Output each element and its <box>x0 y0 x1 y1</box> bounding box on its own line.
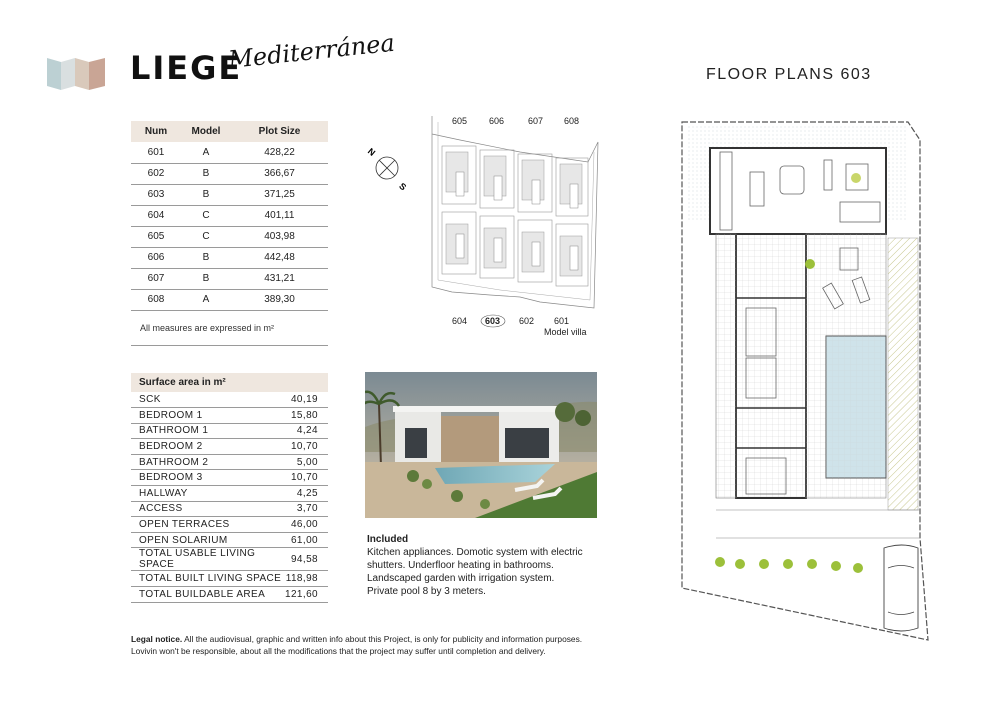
plot-num: 607 <box>131 268 181 289</box>
surface-label: HALLWAY <box>131 486 285 502</box>
included-title: Included <box>367 534 409 545</box>
plot-model: B <box>181 268 231 289</box>
included-line: Kitchen appliances. Domotic system with electric <box>367 547 583 558</box>
page-title: FLOOR PLANS 603 <box>706 66 872 83</box>
col-model: Model <box>181 121 231 142</box>
plot-model: C <box>181 226 231 247</box>
plot-num: 608 <box>131 289 181 310</box>
surface-label: TOTAL BUILT LIVING SPACE <box>131 571 285 587</box>
col-plot-size: Plot Size <box>231 121 328 142</box>
surface-value: 46,00 <box>285 517 328 533</box>
plot-label-601: 601 <box>554 316 570 326</box>
table-row <box>131 587 328 603</box>
included-line: Private pool 8 by 3 meters. <box>367 586 486 597</box>
table-row <box>131 439 328 455</box>
surface-label: TOTAL USABLE LIVING SPACE <box>131 548 285 571</box>
table-row <box>131 454 328 470</box>
plot-model: B <box>181 247 231 268</box>
plot-num: 601 <box>131 142 181 163</box>
plot-size: 403,98 <box>231 226 328 247</box>
compass-icon <box>366 146 408 192</box>
plot-label-605: 605 <box>452 116 468 126</box>
plot-size: 428,22 <box>231 142 328 163</box>
plot-size: 366,67 <box>231 163 328 184</box>
table-row <box>131 392 328 408</box>
table-row <box>131 142 328 163</box>
surface-label: SCK <box>131 392 285 408</box>
surface-table <box>131 373 328 603</box>
table-row <box>131 571 328 587</box>
legal-line-1: All the audiovisual, graphic and written info about this Project, is only for publicity and information purposes. <box>182 634 583 644</box>
surface-label: TOTAL BUILDABLE AREA <box>131 587 285 603</box>
compass-s: S <box>397 180 409 193</box>
surface-label: OPEN TERRACES <box>131 517 285 533</box>
plot-num: 605 <box>131 226 181 247</box>
brand-logo-icon <box>47 54 105 90</box>
plot-size: 401,11 <box>231 205 328 226</box>
included-section <box>367 533 607 598</box>
surface-value: 10,70 <box>285 439 328 455</box>
compass-n: N <box>365 146 378 158</box>
surface-value: 5,00 <box>285 454 328 470</box>
brand-name: LIEGE <box>130 49 243 87</box>
plot-size: 371,25 <box>231 184 328 205</box>
surface-value: 121,60 <box>285 587 328 603</box>
plot-model: A <box>181 289 231 310</box>
surface-value: 94,58 <box>285 548 328 571</box>
surface-label: BATHROOM 2 <box>131 454 285 470</box>
surface-label: BATHROOM 1 <box>131 423 285 439</box>
plot-label-607: 607 <box>528 116 544 126</box>
surface-value: 15,80 <box>285 408 328 424</box>
plot-model: A <box>181 142 231 163</box>
table-row <box>131 205 328 226</box>
table-row <box>131 268 328 289</box>
table-row <box>131 532 328 548</box>
table-row <box>131 501 328 517</box>
table-row <box>131 247 328 268</box>
plot-model: B <box>181 184 231 205</box>
col-num: Num <box>131 121 181 142</box>
plot-model: B <box>181 163 231 184</box>
surface-label: BEDROOM 2 <box>131 439 285 455</box>
plot-size: 389,30 <box>231 289 328 310</box>
surface-value: 3,70 <box>285 501 328 517</box>
table-row <box>131 226 328 247</box>
plot-num: 603 <box>131 184 181 205</box>
table-row <box>131 163 328 184</box>
plot-label-606: 606 <box>489 116 505 126</box>
surface-value: 10,70 <box>285 470 328 486</box>
legal-title: Legal notice. <box>131 634 183 644</box>
site-map <box>360 112 610 342</box>
plots-table <box>131 121 328 311</box>
plot-num: 604 <box>131 205 181 226</box>
plot-num: 606 <box>131 247 181 268</box>
table-row <box>131 517 328 533</box>
surface-label: BEDROOM 3 <box>131 470 285 486</box>
plot-label-604: 604 <box>452 316 468 326</box>
legal-line-2: Lovivin won't be responsible, about all the modifications that the project may suffer until completion and delivery. <box>131 646 546 656</box>
villa-render-image <box>365 372 597 518</box>
table-row <box>131 486 328 502</box>
legal-notice <box>131 633 601 657</box>
measure-note: All measures are expressed in m² <box>131 314 328 346</box>
surface-label: OPEN SOLARIUM <box>131 532 285 548</box>
table-row <box>131 423 328 439</box>
surface-value: 40,19 <box>285 392 328 408</box>
floor-plan-drawing <box>676 118 938 658</box>
plot-label-608: 608 <box>564 116 580 126</box>
table-row <box>131 408 328 424</box>
surface-label: ACCESS <box>131 501 285 517</box>
table-row <box>131 470 328 486</box>
plot-label-603: 603 <box>485 316 501 326</box>
included-line: Landscaped garden with irrigation system. <box>367 573 555 584</box>
surface-value: 118,98 <box>285 571 328 587</box>
surface-label: BEDROOM 1 <box>131 408 285 424</box>
surface-value: 4,24 <box>285 423 328 439</box>
model-villa-label: Model villa <box>544 327 587 337</box>
plot-label-602: 602 <box>519 316 535 326</box>
plot-model: C <box>181 205 231 226</box>
included-line: shutters. Underfloor heating in bathrooms. <box>367 560 554 571</box>
plots-table-header <box>131 121 328 142</box>
table-row <box>131 184 328 205</box>
surface-value: 4,25 <box>285 486 328 502</box>
plot-size: 442,48 <box>231 247 328 268</box>
plot-size: 431,21 <box>231 268 328 289</box>
table-row <box>131 289 328 310</box>
surface-value: 61,00 <box>285 532 328 548</box>
plot-num: 602 <box>131 163 181 184</box>
table-row <box>131 548 328 571</box>
surface-table-title: Surface area in m² <box>131 373 328 392</box>
brand-script: Mediterránea <box>227 28 396 75</box>
